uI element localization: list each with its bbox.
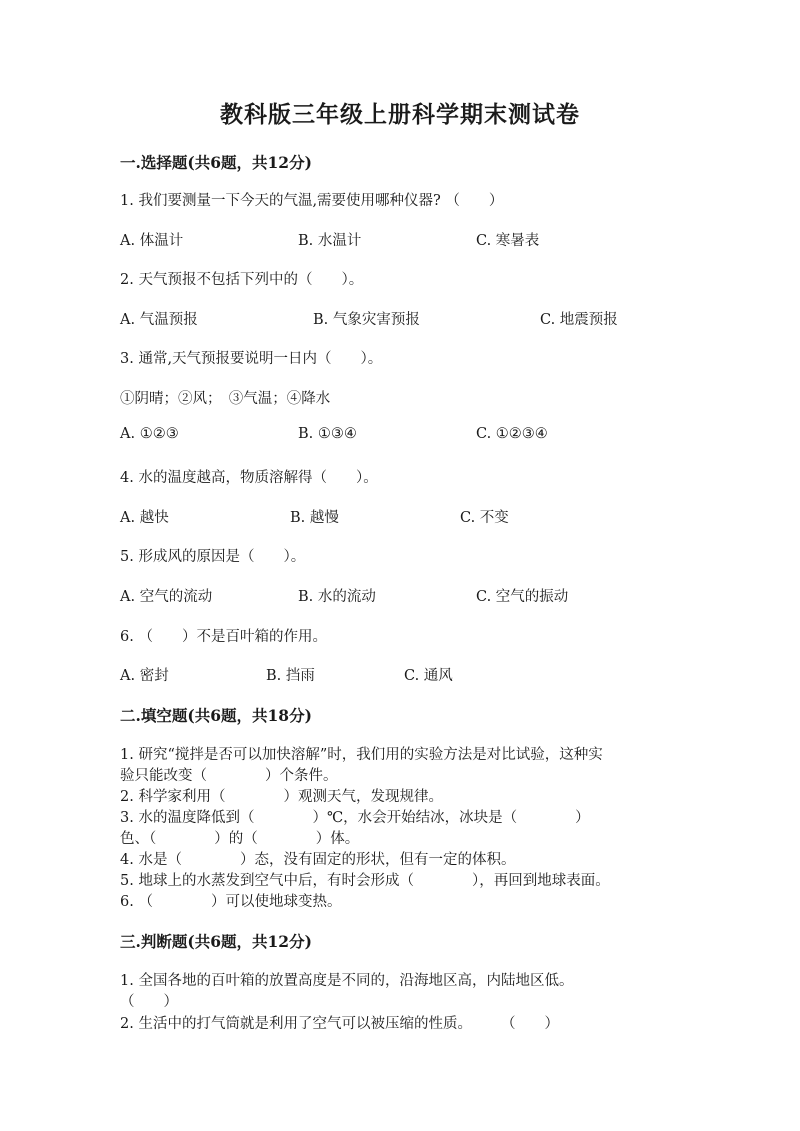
- question-6-option-a: A. 密封: [120, 668, 169, 684]
- section-heading-fill: 二.填空题(共6题，共18分): [120, 706, 312, 725]
- judge-line: 1. 全国各地的百叶箱的放置高度是不同的，沿海地区高，内陆地区低。: [120, 973, 574, 989]
- fill-line: 5. 地球上的水蒸发到空气中后，有时会形成（ ），再回到地球表面。: [120, 873, 610, 889]
- question-4-stem: 4. 水的温度越高，物质溶解得（ ）。: [120, 470, 378, 486]
- question-4-option-a: A. 越快: [120, 510, 169, 526]
- question-3-option-c: C. ①②③④: [476, 426, 548, 442]
- question-3-sub-items: ①阴晴；②风； ③气温；④降水: [120, 391, 331, 407]
- question-4-option-b: B. 越慢: [290, 510, 339, 526]
- question-2-option-b: B. 气象灾害预报: [313, 312, 420, 328]
- question-5-stem: 5. 形成风的原因是（ ）。: [120, 549, 306, 565]
- question-5-option-b: B. 水的流动: [298, 589, 376, 605]
- question-5-option-a: A. 空气的流动: [120, 589, 213, 605]
- question-1-option-b: B. 水温计: [298, 233, 362, 249]
- question-6-option-b: B. 挡雨: [266, 668, 315, 684]
- fill-line: 4. 水是（ ）态，没有固定的形状，但有一定的体积。: [120, 852, 516, 868]
- page-title: 教科版三年级上册科学期末测试卷: [220, 101, 580, 128]
- judge-line: （ ）: [120, 994, 178, 1010]
- question-2-option-c: C. 地震预报: [540, 312, 618, 328]
- question-5-option-c: C. 空气的振动: [476, 589, 569, 605]
- fill-line: 1. 研究“搅拌是否可以加快溶解”时，我们用的实验方法是对比试验，这种实: [120, 747, 603, 763]
- question-1-stem: 1. 我们要测量一下今天的气温,需要使用哪种仪器? （ ）: [120, 193, 504, 209]
- fill-line: 3. 水的温度降低到（ ）℃，水会开始结冰，冰块是（ ）: [120, 810, 590, 826]
- question-4-option-c: C. 不变: [460, 510, 509, 526]
- fill-line: 2. 科学家利用（ ）观测天气，发现规律。: [120, 789, 443, 805]
- question-6-stem: 6. （ ）不是百叶箱的作用。: [120, 629, 327, 645]
- question-3-stem: 3. 通常,天气预报要说明一日内（ ）。: [120, 351, 383, 367]
- section-heading-judge: 三.判断题(共6题，共12分): [120, 932, 312, 951]
- question-3-option-b: B. ①③④: [298, 426, 357, 442]
- question-2-stem: 2. 天气预报不包括下列中的（ ）。: [120, 272, 364, 288]
- question-1-option-a: A. 体温计: [120, 233, 184, 249]
- question-3-option-a: A. ①②③: [120, 426, 179, 442]
- fill-line: 6. （ ）可以使地球变热。: [120, 894, 342, 910]
- fill-line: 验只能改变（ ）个条件。: [120, 768, 338, 784]
- question-1-option-c: C. 寒暑表: [476, 233, 540, 249]
- fill-line: 色、（ ）的（ ）体。: [120, 831, 360, 847]
- question-6-option-c: C. 通风: [404, 668, 453, 684]
- question-2-option-a: A. 气温预报: [120, 312, 198, 328]
- judge-line: 2. 生活中的打气筒就是利用了空气可以被压缩的性质。 （ ）: [120, 1016, 559, 1032]
- section-heading-choice: 一.选择题(共6题，共12分): [120, 153, 312, 172]
